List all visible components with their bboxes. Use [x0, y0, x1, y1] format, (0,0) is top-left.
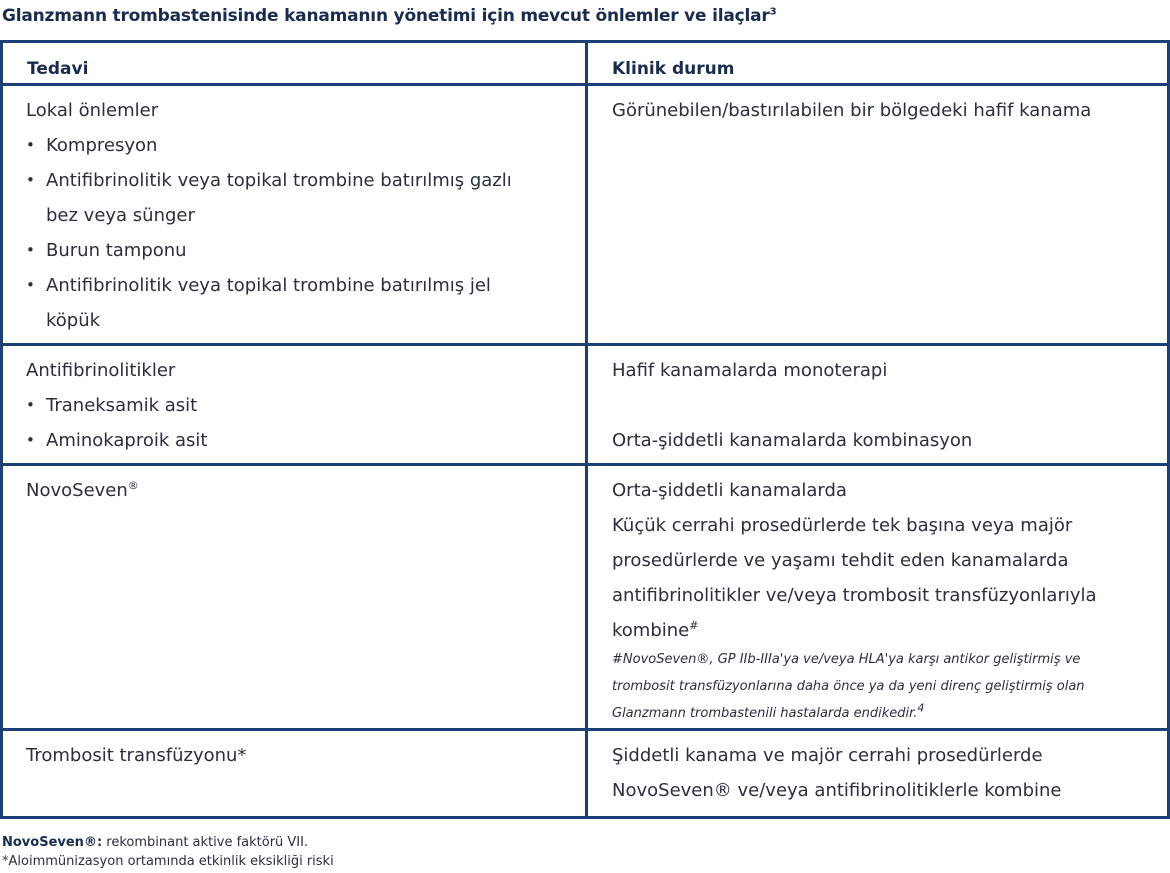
row-4-treatment	[2, 730, 587, 818]
note-reference: 4	[917, 701, 925, 715]
clinical-text: Görünebilen/bastırılabilen bir bölgedeki hafif kanama	[612, 100, 1092, 121]
header-treatment: Tedavi	[2, 42, 587, 85]
title-reference: 3	[769, 6, 777, 18]
bullet-item: • Antifibrinolitik veya topikal trombine batırılmış gazlı bez veya sünger	[26, 163, 585, 233]
row-2-treatment	[2, 345, 587, 465]
clinical-text: Küçük cerrahi prosedürlerde tek başına veya majör prosedürlerde ve yaşamı tehdit eden kanamalarda antifibrinolitikler ve/veya trombosit transfüzyonlarıyla kombine#	[612, 515, 1097, 641]
bullet-item: • Aminokaproik asit	[26, 423, 585, 458]
row-4-heading: Trombosit transfüzyonu*	[26, 745, 247, 766]
bullet-item: • Kompresyon	[26, 128, 585, 163]
treatment-table	[0, 40, 1170, 819]
table-row	[2, 345, 1169, 465]
clinical-text: Orta-şiddetli kanamalarda kombinasyon	[612, 430, 973, 451]
bullet-item: • Antifibrinolitik veya topikal trombine batırılmış jel köpük	[26, 268, 585, 338]
bullet-item: • Traneksamik asit	[26, 388, 585, 423]
header-clinical: Klinik durum	[587, 42, 1169, 85]
clinical-text: NovoSeven® ve/veya antifibrinolitiklerle kombine	[612, 780, 1062, 801]
footnote-note: #NovoSeven®, GP IIb-IIIa'ya ve/veya HLA'ya karşı antikor geliştirmiş ve trombosit transfüzyonlarına daha önce ya da yeni direnç geliştirmiş olan Glanzmann trombastenili hastalarda endikedir.$^4$	[612, 652, 1085, 721]
row-2-heading: Antifibrinolitikler	[26, 360, 176, 381]
bullet-item: • Burun tamponu	[26, 233, 585, 268]
footnote-line: NovoSeven®: rekombinant aktive faktörü VII.	[2, 835, 309, 850]
footnote-line: *Aloimmünizasyon ortamında etkinlik eksikliği riski	[2, 854, 334, 869]
table-title: Glanzmann trombastenisinde kanamanın yönetimi için mevcut önlemler ve ilaçlar$^3$	[2, 6, 777, 26]
table-row	[2, 730, 1169, 818]
table-header-row	[2, 42, 1169, 85]
clinical-text: Orta-şiddetli kanamalarda	[612, 480, 847, 501]
table-row	[2, 85, 1169, 345]
clinical-text: Hafif kanamalarda monoterapi	[612, 360, 888, 381]
row-1-clinical	[587, 85, 1169, 345]
clinical-text: Şiddetli kanama ve majör cerrahi prosedürlerde	[612, 745, 1043, 766]
row-1-heading: Lokal önlemler	[26, 100, 159, 121]
row-3-clinical	[587, 465, 1169, 730]
footnotes	[2, 833, 334, 871]
registered-mark: ®	[127, 479, 139, 492]
table-row	[2, 465, 1169, 730]
row-3-heading: NovoSeven®	[26, 479, 139, 501]
row-4-clinical	[587, 730, 1169, 818]
row-3-treatment	[2, 465, 587, 730]
row-2-clinical	[587, 345, 1169, 465]
row-1-treatment	[2, 85, 587, 345]
footnote-mark: #	[689, 619, 699, 632]
